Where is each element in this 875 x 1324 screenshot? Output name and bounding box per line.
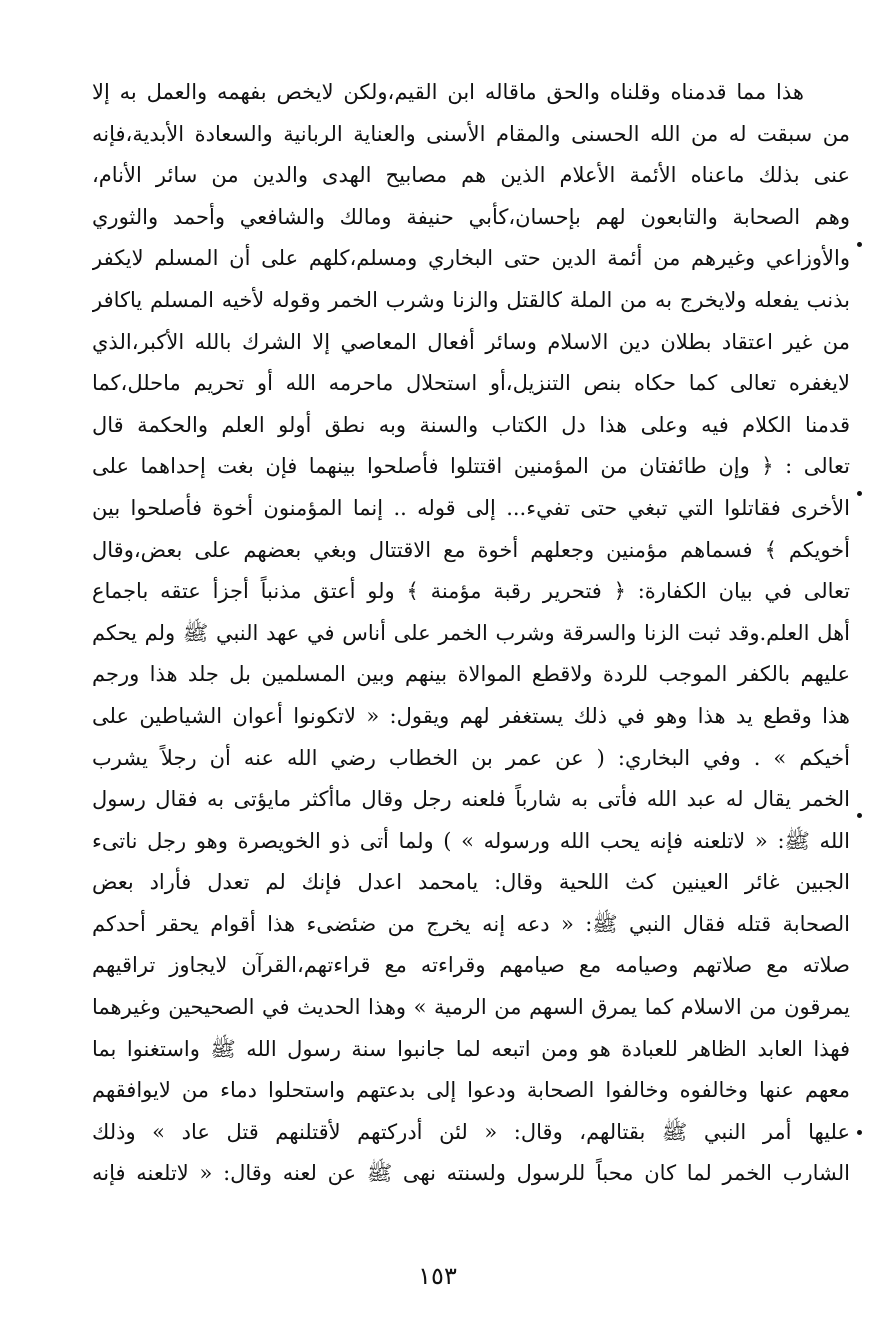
text-line: الشارب الخمر لما كان محباً للرسول ولسنته نهى ﷺ عن لعنه وقال: « لاتلعنه فإنه <box>92 1161 850 1186</box>
text-line: وهم الصحابة والتابعون لهم بإحسان،كأبي حنيفة ومالك والشافعي وأحمد والثوري <box>92 204 850 229</box>
text-line: عنى بذلك ماعناه الأئمة الأعلام الذين هم مصابيح الهدى والدين من سائر الأنام، <box>92 163 850 188</box>
text-line: عليهم بالكفر الموجب للردة ولاقطع الموالاة بينهم وبين المسلمين بل جلد هذا ورجم <box>92 662 850 687</box>
margin-mark <box>857 1130 862 1135</box>
text-line: أخويكم ﴾ فسماهم مؤمنين وجعلهم أخوة مع الاقتتال وبغي بعضهم على بعض،وقال <box>92 537 850 562</box>
text-line: تعالى في بيان الكفارة: ﴿ فتحرير رقبة مؤمنة ﴾ ولو أعتق مذنباً أجزأ عتقه باجماع <box>92 579 850 604</box>
text-line: الخمر يقال له عبد الله فأتى به شارباً فلعنه رجل وقال ماأكثر مايؤتى به فقال رسول <box>92 787 850 812</box>
margin-mark <box>857 813 862 818</box>
text-line: من سبقت له من الله الحسنى والمقام الأسنى والعناية الربانية والسعادة الأبدية،فإنه <box>92 121 850 146</box>
text-line: من غير اعتقاد بطلان دين الاسلام وسائر أفعال المعاصي إلا الشرك بالله الأكبر،الذي <box>92 329 850 354</box>
text-line: هذا وقطع يد هذا وهو في ذلك يستغفر لهم ويقول: « لاتكونوا أعوان الشياطين على <box>92 703 850 728</box>
text-line: هذا مما قدمناه وقلناه والحق ماقاله ابن القيم،ولكن لايخص بفهمه والعمل به إلا <box>92 80 804 104</box>
text-line: يمرقون من الاسلام كما يمرق السهم من الرمية » وهذا الحديث في الصحيحين وغيرهما <box>92 995 850 1020</box>
text-line: تعالى : ﴿ وإن طائفتان من المؤمنين اقتتلوا فأصلحوا بينهما فإن بغت إحداهما على <box>92 454 850 479</box>
text-line: عليها أمر النبي ﷺ بقتالهم، وقال: « لئن أدركتهم لأقتلنهم قتل عاد » وذلك <box>92 1119 850 1144</box>
margin-mark <box>857 491 862 496</box>
margin-mark <box>857 242 862 247</box>
text-line: أخيكم » . وفي البخاري: ( عن عمر بن الخطاب رضي الله عنه أن رجلاً يشرب <box>92 745 850 770</box>
text-line: أهل العلم.وقد ثبت الزنا والسرقة وشرب الخمر على أناس في عهد النبي ﷺ ولم يحكم <box>92 620 850 645</box>
text-line: الصحابة قتله فقال النبي ﷺ: « دعه إنه يخرج من ضئضىء هذا أقوام يحقر أحدكم <box>92 911 850 936</box>
text-line: لايغفره تعالى كما حكاه بنص التنزيل،أو استحلال ماحرمه الله أو تحريم ماحلل،كما <box>92 371 850 396</box>
text-line: الأخرى فقاتلوا التي تبغي حتى تفيء... إلى قوله .. إنما المؤمنون أخوة فأصلحوا بين <box>92 495 850 520</box>
text-line: والأوزاعي وغيرهم من أئمة الدين حتى البخاري ومسلم،كلهم على أن المسلم لايكفر <box>92 246 850 271</box>
text-line: بذنب يفعله ولايخرج به من الملة كالقتل والزنا وشرب الخمر وقوله لأخيه المسلم ياكافر <box>92 287 850 312</box>
text-line: معهم عنها وخالفوه وخالفوا الصحابة ودعوا إلى بدعتهم واستحلوا دماء من لايوافقهم <box>92 1078 850 1103</box>
text-line: صلاته مع صلاتهم وصيامه مع صيامهم وقراءته مع قراءتهم،القرآن لايجاوز تراقيهم <box>92 953 850 978</box>
text-line: قدمنا الكلام فيه وعلى هذا دل الكتاب والسنة وبه نطق أولو العلم والحكمة قال <box>92 412 850 437</box>
body-text <box>92 72 850 1195</box>
text-line: الجبين غائر العينين كث اللحية وقال: يامحمد اعدل فإنك لم تعدل فأراد بعض <box>92 870 850 895</box>
text-line: الله ﷺ: « لاتلعنه فإنه يحب الله ورسوله » ) ولما أتى ذو الخويصرة وهو رجل ناتىء <box>92 828 850 853</box>
text-line: فهذا العابد الظاهر للعبادة هو ومن اتبعه لما جانبوا سنة رسول الله ﷺ واستغنوا بما <box>92 1036 850 1061</box>
page-number: ١٥٣ <box>418 1262 457 1290</box>
